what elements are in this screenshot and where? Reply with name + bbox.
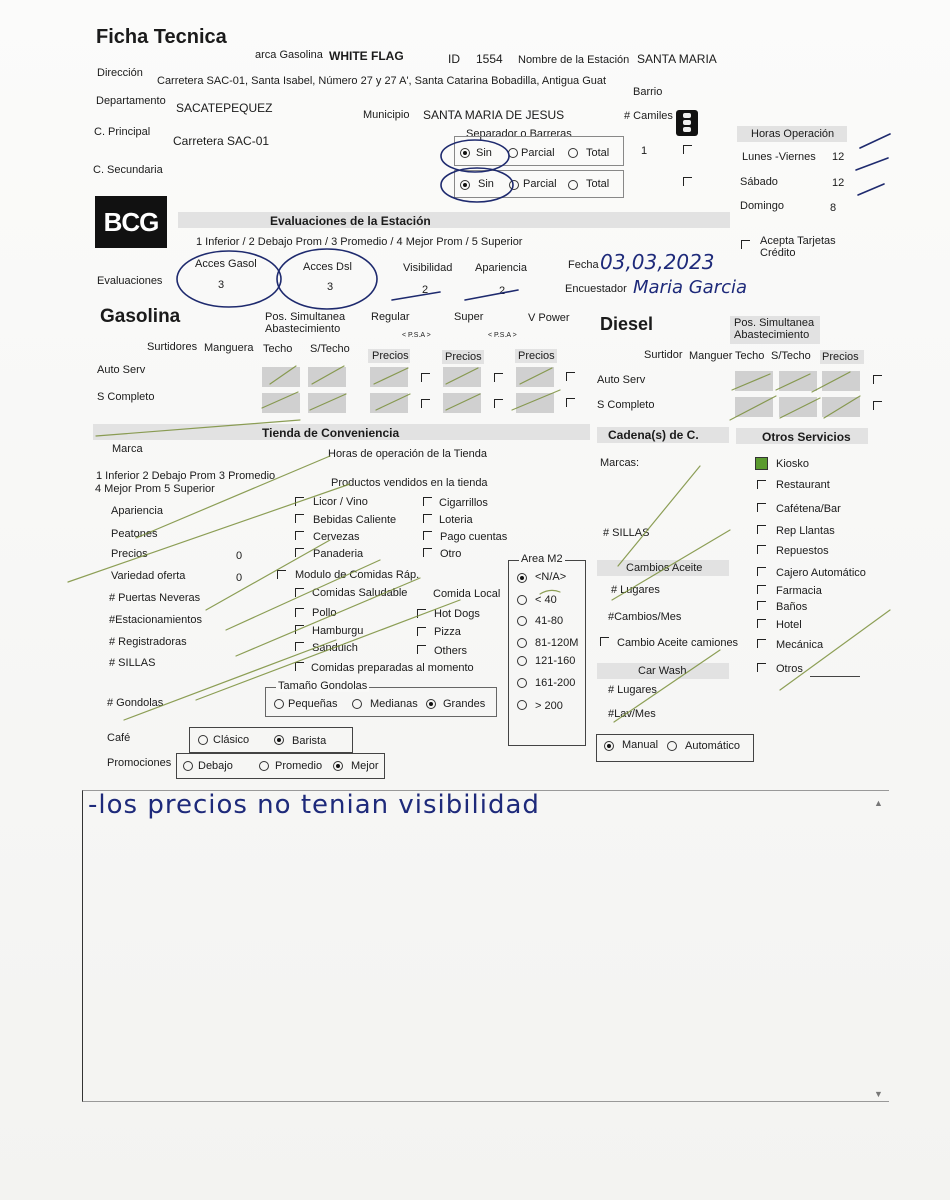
banos-label: Baños [776, 601, 808, 613]
evaluaciones-scale: 1 Inferior / 2 Debajo Prom / 3 Promedio / 4 Mejor Prom / 5 Superior [196, 236, 523, 248]
debajo-label: Debajo [198, 760, 233, 772]
productos-label: Productos vendidos en la tienda [331, 477, 488, 489]
super-label: Super [454, 311, 484, 323]
precios-label-2: Precios [445, 351, 482, 363]
gas-col-surtidores: Surtidores [147, 341, 198, 353]
green-stroke-lt40 [540, 590, 560, 594]
circle-sin-row1 [441, 140, 509, 172]
vpower-label: V Power [528, 312, 570, 324]
diesel-col-surtidor: Surtidor [644, 349, 683, 361]
stroke-lv [860, 134, 890, 148]
departamento-value: SACATEPEQUEZ [176, 101, 273, 115]
green-stroke-marca [96, 420, 300, 436]
acces-gasol-value: 3 [218, 279, 225, 291]
cadena-title: Cadena(s) de C. [608, 428, 699, 442]
gas-col-techo: Techo [263, 343, 293, 355]
apariencia-value: 2 [499, 285, 506, 297]
otros-title: Otros Servicios [762, 430, 851, 444]
area-lt40-label: < 40 [535, 594, 557, 606]
clasico-label: Clásico [213, 734, 250, 746]
hotel-label: Hotel [776, 619, 802, 631]
tienda-row-puertas: # Puertas Neveras [109, 592, 201, 604]
green-strokes-gas-auto [270, 366, 552, 384]
mejor-label: Mejor [351, 760, 379, 772]
scroll-down-icon[interactable]: ▼ [874, 1089, 883, 1099]
gasolina-pos-sim: Pos. Simultanea Abastecimiento [265, 311, 346, 335]
cprincipal-value: Carretera SAC-01 [173, 134, 270, 148]
cervezas-label: Cervezas [313, 531, 360, 543]
diesel-col-stecho: S/Techo [771, 350, 811, 362]
camiles-label: # Camiles [624, 110, 673, 122]
area-41-80-label: 41-80 [535, 615, 564, 627]
restaurant-label: Restaurant [776, 479, 830, 491]
tienda-row-sillas: # SILLAS [109, 657, 156, 669]
precios-label-3: Precios [518, 350, 555, 362]
cambios-title: Cambios Aceite [626, 562, 703, 574]
bcg-logo: BCG [95, 196, 167, 248]
cprincipal-label: C. Principal [94, 126, 151, 138]
diesel-auto-label: Auto Serv [597, 374, 646, 386]
barreras-row1-sin: Sin [476, 147, 492, 159]
area-gt200-label: > 200 [535, 700, 563, 712]
tienda-title: Tienda de Conveniencia [262, 426, 400, 440]
barista-label: Barista [292, 735, 327, 747]
horas-lv-label: Lunes -Viernes [742, 151, 816, 163]
cambios-mes-label: #Cambios/Mes [608, 611, 682, 623]
panaderia-label: Panaderia [313, 548, 364, 560]
rep-llantas-label: Rep Llantas [776, 525, 835, 537]
stroke-vis-ap [392, 290, 518, 300]
circle-sin-row2 [441, 168, 513, 202]
bebidas-label: Bebidas Caliente [313, 514, 397, 526]
circle-acces-gasol [177, 251, 281, 307]
acces-dsl-value: 3 [327, 281, 334, 293]
green-strokes-gas-comp [262, 390, 560, 410]
cadena-marcas-label: Marcas: [600, 457, 640, 469]
promociones-label: Promociones [107, 757, 172, 769]
regular-label: Regular [371, 311, 410, 323]
green-stroke-lugares [612, 530, 730, 600]
gas-completo-label: S Completo [97, 391, 155, 403]
visibilidad-label: Visibilidad [403, 262, 453, 274]
cambios-lugares-label: # Lugares [611, 584, 660, 596]
modulo-label: Modulo de Comidas Ráp. [295, 569, 420, 581]
green-stroke-cadena [618, 466, 700, 566]
psa-label-2: < P.S.A > [488, 332, 517, 339]
gas-auto-label: Auto Serv [97, 364, 146, 376]
visibilidad-value: 2 [422, 284, 429, 296]
comida-local-label: Comida Local [433, 588, 501, 600]
acepta-tarjetas-label: Acepta Tarjetas Crédito [760, 235, 836, 259]
carwash-lugares-label: # Lugares [608, 684, 657, 696]
id-label: ID [448, 52, 460, 66]
manual-label: Manual [622, 739, 659, 751]
horas-sab-value: 12 [832, 177, 845, 189]
barreras-row2-sin: Sin [478, 178, 494, 190]
loteria-label: Loteria [439, 514, 473, 526]
diesel-col-techo: Techo [735, 350, 765, 362]
comments-text: -los precios no tenian visibilidad [88, 790, 540, 820]
tienda-gondolas-label: # Gondolas [107, 697, 164, 709]
area-title: Area M2 [521, 553, 563, 565]
area-161-200-label: 161-200 [535, 677, 576, 689]
sanduich-label: Sanduich [312, 642, 358, 654]
area-na-label: <N/A> [535, 571, 567, 583]
green-stroke-peatones [68, 484, 350, 582]
gasolina-title: Gasolina [100, 306, 181, 327]
green-stroke-otros [780, 610, 890, 690]
pollo-label: Pollo [312, 607, 337, 619]
horas-dom-value: 8 [830, 202, 837, 214]
direccion-label: Dirección [97, 67, 143, 79]
tienda-marca-label: Marca [112, 443, 143, 455]
stroke-dom [858, 184, 884, 195]
diesel-pos-sim: Pos. Simultanea Abastecimiento [734, 317, 815, 341]
cadena-sillas-label: # SILLAS [603, 527, 650, 539]
csecundaria-label: C. Secundaria [93, 164, 163, 176]
gas-col-stecho: S/Techo [310, 343, 350, 355]
municipio-value: SANTA MARIA DE JESUS [423, 108, 565, 122]
licor-label: Licor / Vino [313, 496, 368, 508]
green-stroke-gondolas [124, 640, 336, 720]
diesel-col-manguer: Manguer [689, 350, 733, 362]
nombre-label: Nombre de la Estación [518, 54, 630, 66]
horas-title: Horas Operación [751, 128, 835, 140]
gas-col-manguera: Manguera [204, 342, 254, 354]
tienda-variedad-value: 0 [236, 572, 243, 584]
tienda-row-apariencia: Apariencia [111, 505, 163, 517]
form-title: Ficha Tecnica [96, 26, 227, 48]
barreras-title: Separador o Barreras [466, 128, 572, 140]
scroll-up-icon[interactable]: ▲ [874, 798, 883, 808]
cajero-label: Cajero Automático [776, 567, 866, 579]
barrio-label: Barrio [633, 86, 663, 98]
tienda-precios-value: 0 [236, 550, 243, 562]
others-label: Others [434, 645, 468, 657]
camiles-count: 1 [641, 145, 648, 157]
cafeteria-label: Cafétena/Bar [776, 503, 841, 515]
diesel-title: Diesel [600, 314, 654, 334]
cafe-label: Café [107, 732, 131, 744]
medianas-label: Medianas [370, 698, 418, 710]
kiosko-label: Kiosko [776, 458, 810, 470]
nombre-value: SANTA MARIA [637, 52, 717, 66]
tienda-scale-2: 4 Mejor Prom 5 Superior [95, 483, 215, 495]
cigarrillos-label: Cigarrillos [439, 497, 488, 509]
marca-value: WHITE FLAG [329, 49, 404, 63]
otros-label: Otros [776, 663, 803, 675]
tienda-row-estacionamientos: #Estacionamientos [109, 614, 202, 626]
horas-sab-label: Sábado [740, 176, 778, 188]
mecanica-label: Mecánica [776, 639, 824, 651]
green-strokes-diesel-comp [730, 396, 860, 420]
psa-label-1: < P.S.A > [402, 332, 431, 339]
fecha-value: 03,03,2023 [600, 250, 715, 274]
repuestos-label: Repuestos [776, 545, 829, 557]
barreras-row2-total: Total [586, 178, 610, 190]
camiones-label: Cambio Aceite camiones [617, 637, 739, 649]
tienda-row-variedad: Variedad oferta [111, 570, 186, 582]
municipio-label: Municipio [363, 109, 410, 121]
tienda-row-peatones: Peatones [111, 528, 158, 540]
evaluaciones-label: Evaluaciones [97, 275, 163, 287]
pago-cuentas-label: Pago cuentas [440, 531, 508, 543]
carwash-lavmes-label: #Lav/Mes [608, 708, 656, 720]
horas-dom-label: Domingo [740, 200, 785, 212]
tienda-scale-1: 1 Inferior 2 Debajo Prom 3 Promedio [96, 470, 276, 482]
area-81-120-label: 81-120M [535, 637, 579, 649]
id-value: 1554 [476, 52, 503, 66]
stroke-sab [856, 158, 888, 170]
area-121-160-label: 121-160 [535, 655, 576, 667]
tamano-title: Tamaño Gondolas [278, 680, 368, 692]
comidas-saludable-label: Comidas Saludable [312, 587, 408, 599]
fecha-label: Fecha [568, 259, 599, 271]
diesel-precios-label: Precios [822, 351, 859, 363]
departamento-label: Departamento [96, 95, 166, 107]
green-stroke-variedad [206, 540, 330, 610]
tienda-row-registradoras: # Registradoras [109, 636, 187, 648]
pequenas-label: Pequeñas [288, 698, 338, 710]
pizza-label: Pizza [434, 626, 461, 638]
hamburgu-label: Hamburgu [312, 625, 364, 637]
green-stroke-apariencia [136, 456, 330, 538]
otro-label: Otro [440, 548, 462, 560]
barreras-row1-total: Total [586, 147, 610, 159]
encuestador-label: Encuestador [565, 283, 627, 295]
hotdogs-label: Hot Dogs [434, 608, 480, 620]
promedio-label: Promedio [275, 760, 323, 772]
green-stroke-carwash [614, 650, 720, 722]
automatico-label: Automático [685, 740, 741, 752]
horas-lv-value: 12 [832, 151, 845, 163]
barreras-row1-parcial: Parcial [521, 147, 555, 159]
preparadas-label: Comidas preparadas al momento [311, 662, 474, 674]
diesel-completo-label: S Completo [597, 399, 655, 411]
marca-label: arca Gasolina [255, 49, 323, 61]
circle-acces-dsl [277, 249, 377, 309]
grandes-label: Grandes [443, 698, 486, 710]
carwash-title: Car Wash [638, 665, 687, 677]
acces-gasol-label: Acces Gasol [195, 258, 257, 270]
encuestador-value: Maria Garcia [633, 277, 748, 298]
farmacia-label: Farmacia [776, 585, 822, 597]
green-strokes-diesel-auto [732, 372, 850, 392]
direccion-value: Carretera SAC-01, Santa Isabel, Número 27 y 27 A', Santa Catarina Bobadilla, Antigua Guat [157, 75, 607, 87]
green-stroke-sillas [196, 600, 460, 700]
green-stroke-estac [236, 578, 420, 656]
tienda-row-precios: Precios [111, 548, 148, 560]
green-stroke-puertas [226, 560, 380, 630]
evaluaciones-title: Evaluaciones de la Estación [270, 214, 431, 228]
apariencia-label: Apariencia [475, 262, 527, 274]
barreras-row2-parcial: Parcial [523, 178, 557, 190]
acces-dsl-label: Acces Dsl [303, 261, 352, 273]
tienda-horas-label: Horas de operación de la Tienda [328, 448, 487, 460]
precios-label-1: Precios [372, 350, 409, 362]
